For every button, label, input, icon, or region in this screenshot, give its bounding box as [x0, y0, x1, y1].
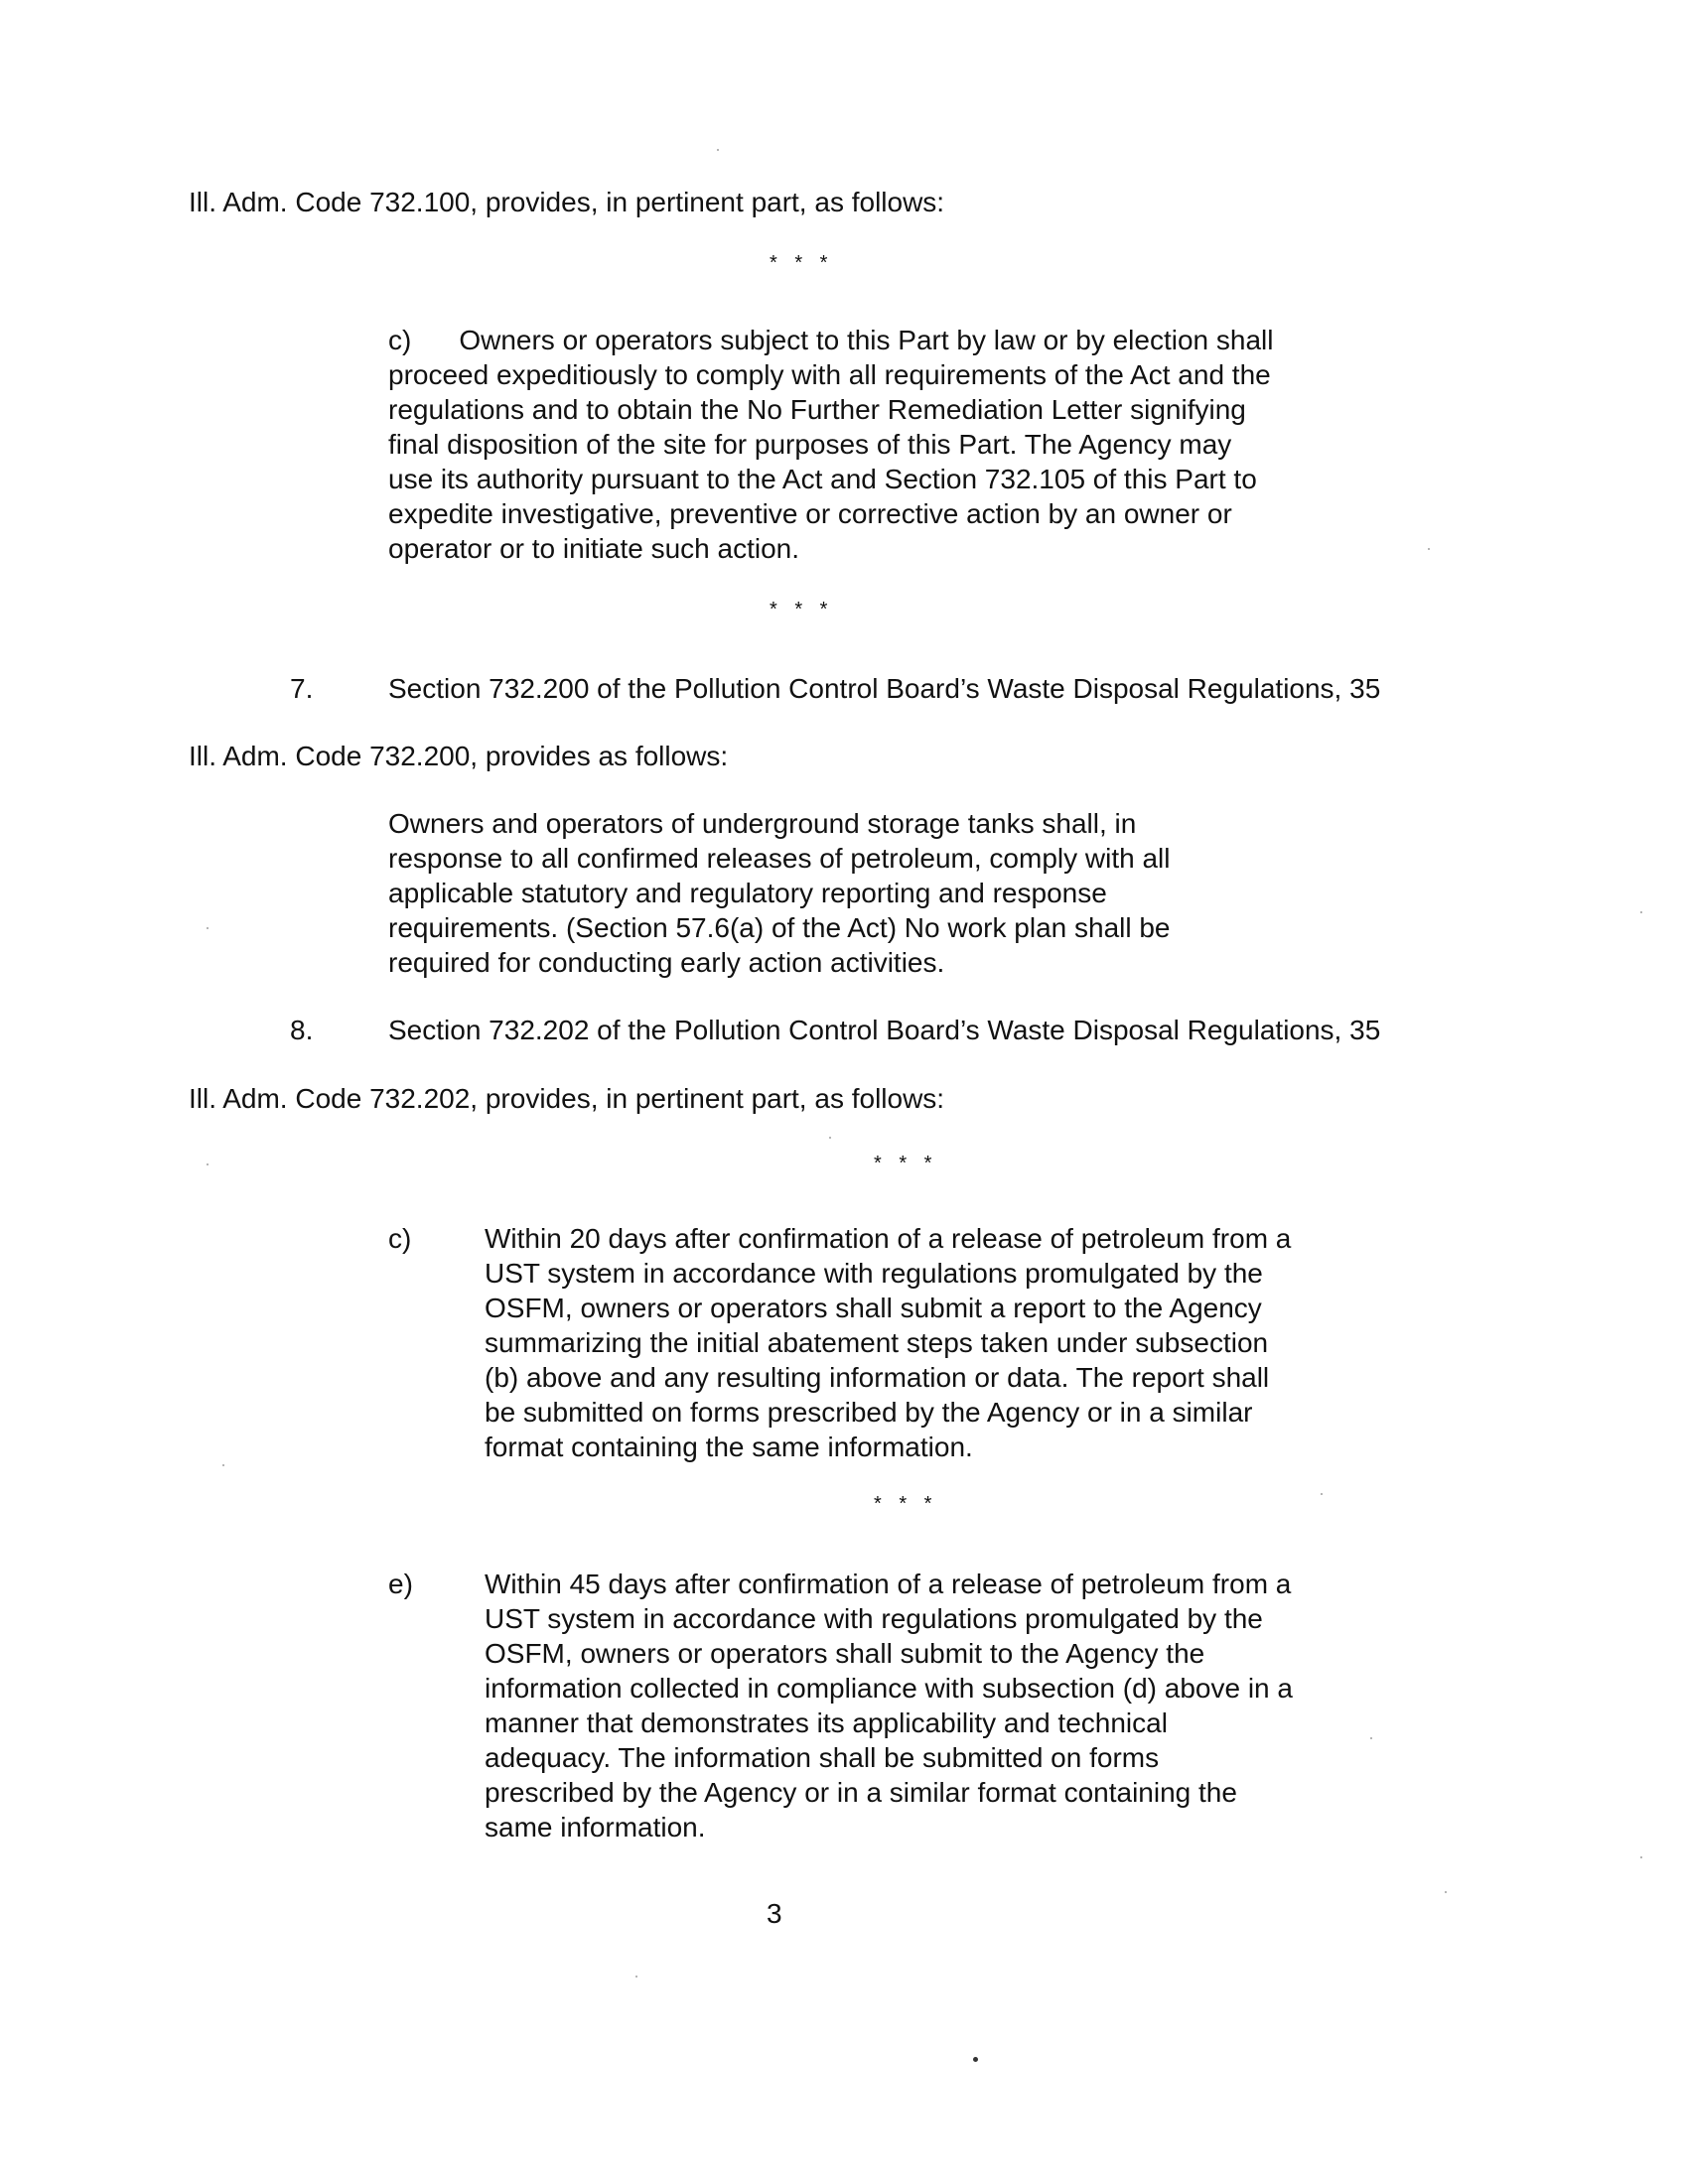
- subsection-label: c): [388, 325, 412, 355]
- scan-speck: [207, 927, 209, 929]
- intro-line: Ill. Adm. Code 732.100, provides, in pertinent part, as follows:: [189, 187, 945, 217]
- scan-speck: [829, 1137, 831, 1139]
- subsection-c-text: Within 20 days after confirmation of a release of petroleum from a UST system in accordance with regulations promulgated by the OSFM, owners or operators shall submit a report to the Agency summarizing the initial abatement steps taken under subsection (b) above and any resulting information or data. The report shall be submitted on forms prescribed by the Agency or in a similar format containing the same information.: [485, 1223, 1292, 1462]
- page-number: 3: [767, 1898, 782, 1929]
- subsection-e-text: Within 45 days after confirmation of a release of petroleum from a UST system in accordance with regulations promulgated by the OSFM, owners or operators shall submit to the Agency the information collected in compliance with subsection (d) above in a manner that demonstrates its applicability and technical adequacy. The information shall be submitted on forms prescribed by the Agency or in a similar format containing the same information.: [485, 1569, 1293, 1843]
- paragraph-8-continuation: Ill. Adm. Code 732.202, provides, in pertinent part, as follows:: [189, 1083, 945, 1114]
- scan-speck: [1640, 911, 1642, 913]
- scan-speck: [1445, 1891, 1447, 1893]
- scan-speck: [1370, 1737, 1372, 1739]
- scan-speck: [1640, 1856, 1642, 1858]
- paragraph-7-text: Section 732.200 of the Pollution Control Board’s Waste Disposal Regulations, 35: [388, 673, 1381, 704]
- scan-speck: [222, 1464, 224, 1466]
- section-732-100-c: [388, 323, 1273, 357]
- subsection-e-label: e): [388, 1569, 413, 1599]
- section-break-asterisks: * * *: [770, 252, 834, 274]
- paragraph-8-number: 8.: [290, 1015, 314, 1045]
- paragraph-7-continuation: Ill. Adm. Code 732.200, provides as follows:: [189, 741, 729, 771]
- subsection-c-label: c): [388, 1223, 412, 1254]
- paragraph-7-number: 7.: [290, 673, 314, 704]
- scan-speck: [207, 1163, 209, 1165]
- section-break-asterisks: * * *: [874, 1153, 938, 1174]
- scan-speck: [1428, 548, 1430, 550]
- section-732-100-c-body: proceed expeditiously to comply with all requirements of the Act and the regulations and to obtain the No Further Remediation Letter signifying final disposition of the site for purposes of this Part. The Agency may use its authority pursuant to the Act and Section 732.105 of this Part to expedite investigative, preventive or corrective action by an owner or operator or to initiate such action.: [388, 359, 1271, 564]
- scan-speck: [635, 1976, 637, 1978]
- scan-dot: [973, 2057, 978, 2062]
- scan-speck: [717, 149, 719, 151]
- section-break-asterisks: * * *: [874, 1493, 938, 1515]
- scan-speck: [1321, 1493, 1323, 1495]
- section-break-asterisks: * * *: [770, 599, 834, 620]
- paragraph-8-text: Section 732.202 of the Pollution Control Board’s Waste Disposal Regulations, 35: [388, 1015, 1381, 1045]
- subsection-first-line: Owners or operators subject to this Part by law or by election shall: [459, 325, 1274, 355]
- section-732-200-quote: Owners and operators of underground storage tanks shall, in response to all confirmed releases of petroleum, comply with all applicable statutory and regulatory reporting and response requirements. (Section 57.6(a) of the Act) No work plan shall be required for conducting early action activities.: [388, 808, 1171, 978]
